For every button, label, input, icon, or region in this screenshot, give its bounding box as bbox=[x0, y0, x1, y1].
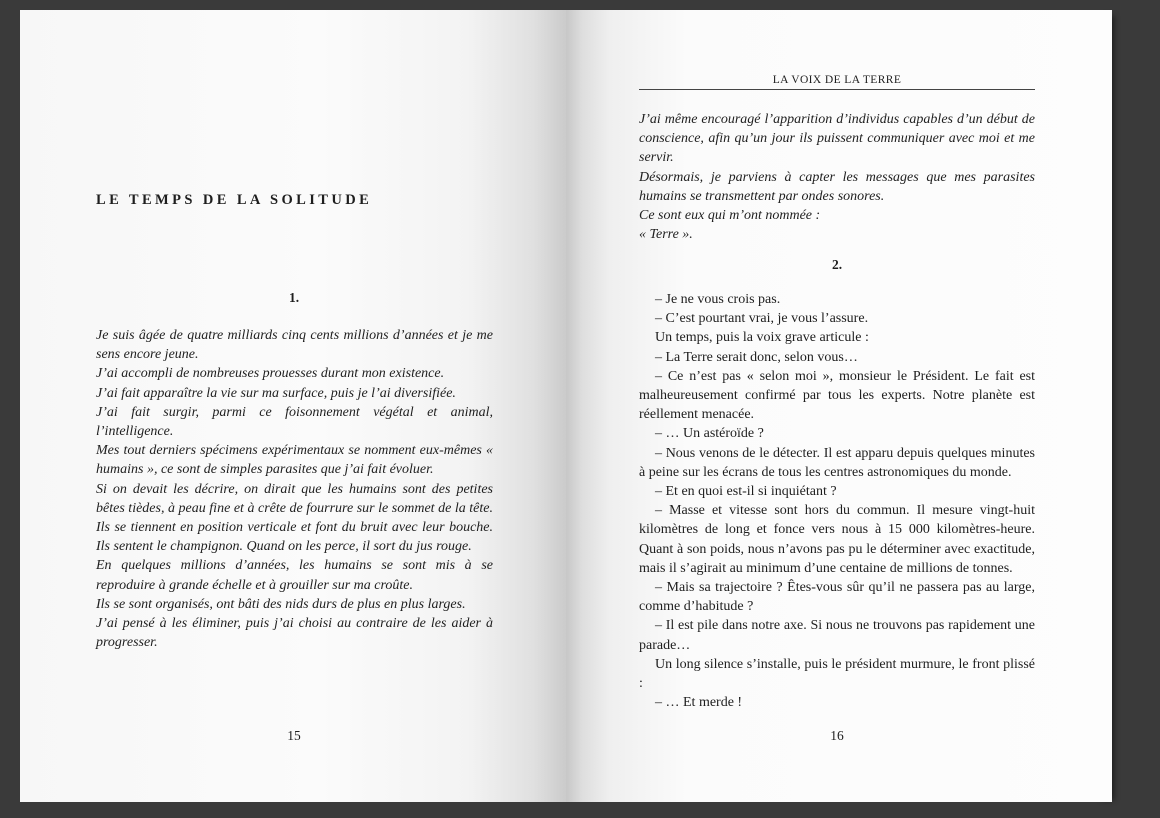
paragraph: J’ai pensé à les éliminer, puis j’ai choisi au contraire de les aider à progresser. bbox=[96, 616, 493, 651]
paragraph: Ils se sont organisés, ont bâti des nids durs de plus en plus larges. bbox=[96, 596, 466, 612]
dialog-line: – … Et merde ! bbox=[655, 695, 743, 711]
section-number-2: 2. bbox=[831, 257, 843, 272]
paragraph: « Terre ». bbox=[639, 227, 693, 243]
paragraph: J’ai fait surgir, parmi ce foisonnement végétal et animal, l’intelligence. bbox=[96, 404, 493, 440]
dialog-line: – La Terre serait donc, selon vous… bbox=[655, 349, 858, 365]
chapter-title: LE TEMPS DE LA SOLITUDE bbox=[96, 192, 373, 208]
page-number-right: 16 bbox=[830, 728, 844, 743]
dialog-line: – Masse et vitesse sont hors du commun. Il mesure vingt-huit kilomètres de long et fonce vers nous à 15 000 kilomètres-heure. Quant à son poids, nous n’avons pas pu le déterminer avec exactitude, mais il s’agirait au minimum d’une centaine de millions de tonnes. bbox=[639, 503, 1035, 576]
paragraph: Désormais, je parviens à capter les messages que mes parasites humains se transmettent par ondes sonores. bbox=[639, 169, 1035, 204]
right-page bbox=[566, 10, 1112, 802]
paragraph: Ce sont eux qui m’ont nommée : bbox=[639, 208, 821, 224]
dialog-line: – Mais sa trajectoire ? Êtes-vous sûr qu’il ne passera pas au large, comme d’habitude ? bbox=[639, 580, 1035, 615]
dialog-line: Un long silence s’installe, puis le président murmure, le front plissé : bbox=[639, 656, 1035, 692]
dialog-line: – C’est pourtant vrai, je vous l’assure. bbox=[655, 311, 869, 327]
paragraph: Mes tout derniers spécimens expérimentaux se nomment eux-mêmes « humains », ce sont de simples parasites que j’ai fait évoluer. bbox=[96, 443, 493, 478]
left-page bbox=[20, 10, 566, 802]
left-body-text bbox=[96, 326, 493, 652]
dialog-line: – … Un astéroïde ? bbox=[655, 426, 764, 442]
paragraph: En quelques millions d’années, les humains se sont mis à se reproduire à grande échelle et à grouiller sur ma croûte. bbox=[96, 558, 493, 593]
page-number-left: 15 bbox=[287, 728, 301, 743]
paragraph: J’ai fait apparaître la vie sur ma surface, puis je l’ai diversifiée. bbox=[96, 385, 456, 401]
dialog-line: Un temps, puis la voix grave articule : bbox=[655, 330, 869, 346]
paragraph: Je suis âgée de quatre milliards cinq cents millions d’années et je me sens encore jeune. bbox=[96, 328, 493, 363]
dialog-line: – Nous venons de le détecter. Il est apparu depuis quelques minutes à peine sur les écrans de tous les centres astronomiques du monde. bbox=[639, 445, 1035, 480]
paragraph: J’ai même encouragé l’apparition d’individus capables d’un début de conscience, afin qu’un jour ils puissent communiquer avec moi et me servir. bbox=[639, 112, 1035, 166]
running-head: LA VOIX DE LA TERRE bbox=[639, 74, 1035, 90]
dialog-line: – Je ne vous crois pas. bbox=[655, 292, 781, 307]
right-dialog-text bbox=[639, 290, 1035, 712]
dialog-line: – Il est pile dans notre axe. Si nous ne trouvons pas rapidement une parade… bbox=[639, 618, 1035, 653]
open-book bbox=[20, 10, 1116, 802]
right-italic-text bbox=[639, 110, 1035, 244]
section-number-1: 1. bbox=[288, 290, 300, 305]
paragraph: Si on devait les décrire, on dirait que les humains sont des petites bêtes tièdes, à peau fine et à crête de fourrure sur le sommet de la tête. Ils se tiennent en position verticale et font du bruit avec leur bouche. Ils sentent le champignon. Quand on les perce, il sort du jus rouge. bbox=[96, 481, 493, 555]
paragraph: J’ai accompli de nombreuses prouesses durant mon existence. bbox=[96, 366, 445, 382]
dialog-line: – Et en quoi est-il si inquiétant ? bbox=[655, 484, 837, 500]
dialog-line: – Ce n’est pas « selon moi », monsieur le Président. Le fait est malheureusement confirmé par tous les experts. Notre planète est réellement menacée. bbox=[639, 368, 1035, 423]
